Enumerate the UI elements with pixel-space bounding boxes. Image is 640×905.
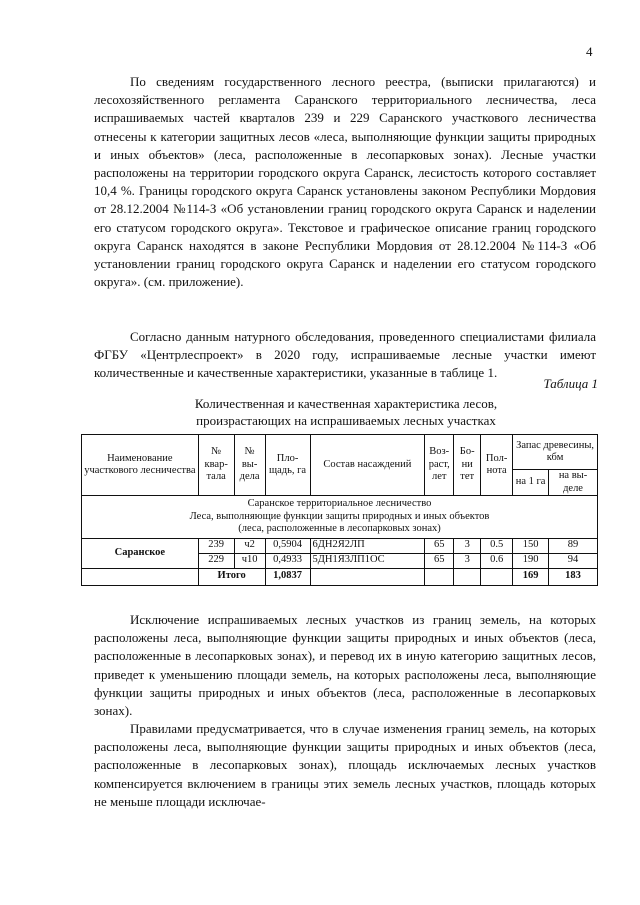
header-density: Пол-нота bbox=[481, 435, 513, 496]
section-title-line-3: (леса, расположенные в лесопарковых зонах) bbox=[238, 523, 441, 534]
paragraph-rules: Правилами предусматривается, что в случае изменения границ земель, на которых расположены леса, выполняющие функции защиты природных и иных объектов (леса, расположенные в лесопарковых зонах), площадь исключаемых лесных участков компенсируется включением в границы этих земель лесных участков, площадь которых не меньше площади исключае- bbox=[94, 721, 596, 809]
table-row bbox=[82, 538, 598, 553]
header-forestry: Наименование участкового лесничества bbox=[82, 435, 199, 496]
section-title-line-2: Леса, выполняющие функции защиты природных и иных объектов bbox=[189, 510, 490, 522]
row-composition: 6ДН2Я2ЛП bbox=[310, 538, 425, 553]
row-density: 0.5 bbox=[481, 538, 513, 553]
total-label: Итого bbox=[198, 568, 265, 585]
row-area: 0,5904 bbox=[265, 538, 310, 553]
row-section: ч2 bbox=[234, 538, 265, 553]
table-total-row bbox=[82, 568, 598, 585]
row-bonitet: 3 bbox=[454, 538, 481, 553]
total-stock-section: 183 bbox=[549, 568, 598, 585]
total-area: 1,0837 bbox=[265, 568, 310, 585]
row-stock-section: 94 bbox=[549, 553, 598, 568]
row-composition: 5ДН1Я3ЛП1ОС bbox=[310, 553, 425, 568]
row-quarter: 229 bbox=[198, 553, 234, 568]
page-number: 4 bbox=[586, 44, 593, 59]
header-section: № вы-дела bbox=[234, 435, 265, 496]
forest-characteristics-table bbox=[81, 434, 598, 586]
total-empty-cell bbox=[481, 568, 513, 585]
paragraph-forest-registry: По сведениям государственного лесного реестра, (выписки прилагаются) и лесохозяйственного регламента Саранского территориального лесничества, леса испрашиваемых частей кварталов 239 и 229 Саранского участкового лесничества отнесены к категории защитных лесов «леса, выполняющие функции защиты природных и иных объектов» (леса, расположенные в лесопарковых зонах). Лесные участки расположены на территории городского округа Саранск, лесистость которого составляет 10,4 %. Границы городского округа Саранск установлены законом Республики Мордовия от 28.12.2004 №114-З «Об установлении границ городского округа Саранск и наделении его статусом городского округа». Текстовое и графическое описание границ городского округа Саранск находятся в законе Республики Мордовия от 28.12.2004 №114-З «Об установлении границ городского округа Саранск и наделении его статусом городского округа». (см. приложение). bbox=[94, 74, 596, 290]
header-age: Воз-раст, лет bbox=[425, 435, 454, 496]
table-label: Таблица 1 bbox=[543, 376, 598, 391]
total-empty-cell bbox=[454, 568, 481, 585]
table-caption bbox=[94, 395, 598, 429]
row-age: 65 bbox=[425, 538, 454, 553]
total-empty-cell bbox=[425, 568, 454, 585]
header-stock-per-ha: на 1 га bbox=[513, 470, 549, 496]
forestry-name: Саранское bbox=[82, 538, 199, 568]
paragraph-field-survey: Согласно данным натурного обследования, проведенного специалистами филиала ФГБУ «Центрлеспроект» в 2020 году, испрашиваемые лесные участки имеют количественные и качественные характеристики, указанные в таблице 1. bbox=[94, 329, 596, 381]
table-caption-line-2: произрастающих на испрашиваемых лесных участках bbox=[196, 413, 496, 428]
header-area: Пло-щадь, га bbox=[265, 435, 310, 496]
header-quarter: № квар-тала bbox=[198, 435, 234, 496]
table-caption-line-1: Количественная и качественная характеристика лесов, bbox=[194, 396, 498, 411]
row-stock-section: 89 bbox=[549, 538, 598, 553]
total-empty-cell bbox=[82, 568, 199, 585]
row-area: 0,4933 bbox=[265, 553, 310, 568]
row-section: ч10 bbox=[234, 553, 265, 568]
row-stock-per-ha: 150 bbox=[513, 538, 549, 553]
row-age: 65 bbox=[425, 553, 454, 568]
total-empty-cell bbox=[310, 568, 425, 585]
row-bonitet: 3 bbox=[454, 553, 481, 568]
row-stock-per-ha: 190 bbox=[513, 553, 549, 568]
row-density: 0.6 bbox=[481, 553, 513, 568]
paragraph-exclusion: Исключение испрашиваемых лесных участков из границ земель, на которых расположены леса, выполняющие функции защиты природных и иных объектов (леса, расположенные в лесопарковых зонах), и перевод их в иную категорию защитных лесов, приведет к уменьшению площади земель, на которых расположены леса, выполняющие функции защиты природных и иных объектов (леса, расположенные в лесопарковых зонах). bbox=[94, 612, 596, 719]
header-composition: Состав насаждений bbox=[310, 435, 425, 496]
header-stock: Запас древесины, кбм bbox=[513, 435, 598, 470]
row-quarter: 239 bbox=[198, 538, 234, 553]
section-title-cell bbox=[82, 496, 598, 539]
total-stock-per-ha: 169 bbox=[513, 568, 549, 585]
header-stock-section: на вы-деле bbox=[549, 470, 598, 496]
header-bonitet: Бо-ни тет bbox=[454, 435, 481, 496]
section-title-line-1: Саранское территориальное лесничество bbox=[247, 498, 432, 509]
